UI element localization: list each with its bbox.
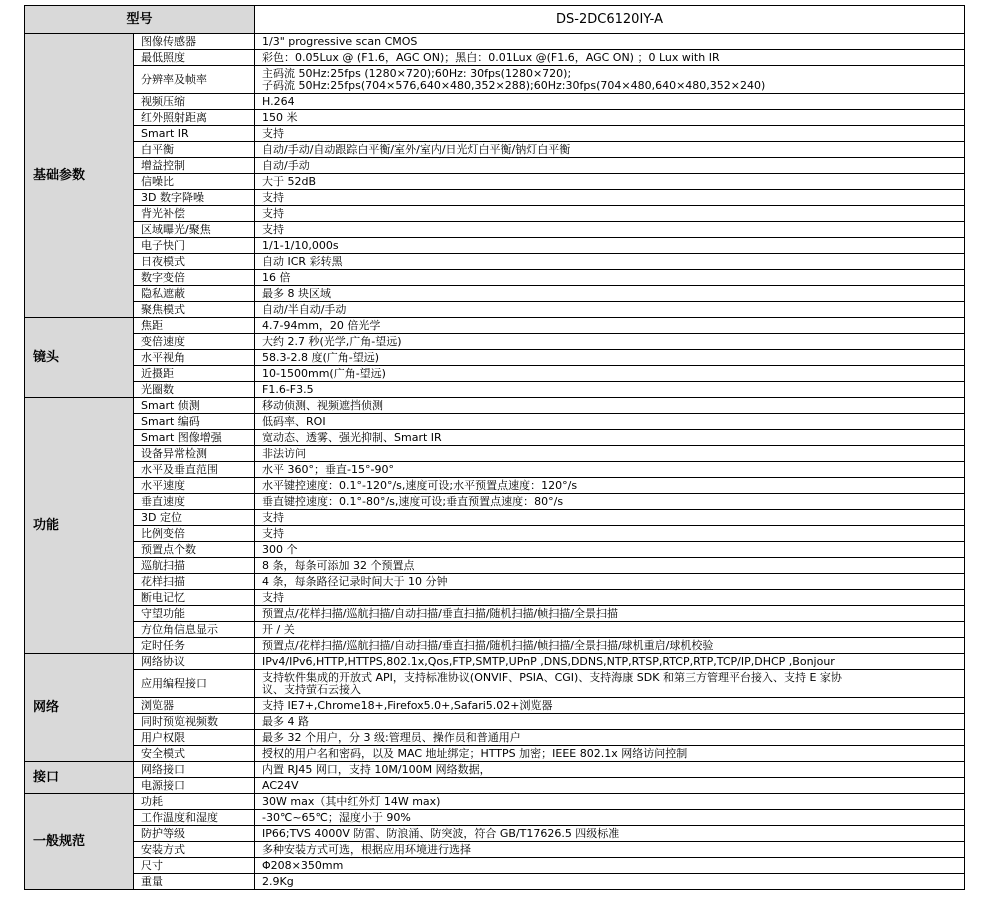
spec-value-line: AC24V xyxy=(262,778,299,792)
spec-label: 定时任务 xyxy=(134,638,255,654)
spec-value-line: 最多 32 个用户，分 3 级:管理员、操作员和普通用户 xyxy=(262,730,521,744)
spec-label: 增益控制 xyxy=(134,158,255,174)
spec-value xyxy=(255,430,965,446)
spec-label: 最低照度 xyxy=(134,50,255,66)
spec-value xyxy=(255,842,965,858)
spec-row xyxy=(25,858,965,874)
spec-label: 防护等级 xyxy=(134,826,255,842)
spec-value xyxy=(255,462,965,478)
spec-row xyxy=(25,638,965,654)
spec-value xyxy=(255,654,965,670)
group-label: 基础参数 xyxy=(25,34,134,318)
spec-label: 垂直速度 xyxy=(134,494,255,510)
spec-row xyxy=(25,66,965,94)
spec-label: 断电记忆 xyxy=(134,590,255,606)
spec-value xyxy=(255,874,965,890)
spec-value-line: 开 / 关 xyxy=(262,622,295,636)
spec-value xyxy=(255,142,965,158)
model-value: DS-2DC6120IY-A xyxy=(255,6,965,34)
spec-row xyxy=(25,222,965,238)
spec-row xyxy=(25,206,965,222)
spec-label: 信噪比 xyxy=(134,174,255,190)
spec-value-line: 4.7-94mm，20 倍光学 xyxy=(262,318,381,332)
spec-value-line: 水平 360°；垂直-15°-90° xyxy=(262,462,394,476)
spec-label: Smart 编码 xyxy=(134,414,255,430)
spec-value-line: 1/3" progressive scan CMOS xyxy=(262,34,418,48)
spec-value xyxy=(255,510,965,526)
spec-value xyxy=(255,414,965,430)
spec-label: 巡航扫描 xyxy=(134,558,255,574)
spec-label: 网络协议 xyxy=(134,654,255,670)
spec-value-line: 300 个 xyxy=(262,542,298,556)
spec-label: 水平及垂直范围 xyxy=(134,462,255,478)
spec-row xyxy=(25,430,965,446)
spec-value xyxy=(255,574,965,590)
spec-row xyxy=(25,746,965,762)
spec-label: 焦距 xyxy=(134,318,255,334)
model-label: 型号 xyxy=(25,6,255,34)
spec-label: 视频压缩 xyxy=(134,94,255,110)
spec-value-line: 子码流 50Hz:25fps(704×576,640×480,352×288);60Hz:30fps(704×480,640×480,352×240) xyxy=(262,78,766,92)
spec-row xyxy=(25,622,965,638)
spec-row xyxy=(25,302,965,318)
spec-label: 电源接口 xyxy=(134,778,255,794)
spec-row xyxy=(25,94,965,110)
spec-label: 3D 数字降噪 xyxy=(134,190,255,206)
spec-label: 用户权限 xyxy=(134,730,255,746)
spec-value xyxy=(255,94,965,110)
spec-value-line: 预置点/花样扫描/巡航扫描/自动扫描/垂直扫描/随机扫描/帧扫描/全景扫描/球机重启/球机校验 xyxy=(262,638,714,652)
group-label: 网络 xyxy=(25,654,134,762)
spec-value-line: 8 条，每条可添加 32 个预置点 xyxy=(262,558,415,572)
spec-row xyxy=(25,382,965,398)
spec-label: 近摄距 xyxy=(134,366,255,382)
spec-value xyxy=(255,350,965,366)
spec-value xyxy=(255,826,965,842)
spec-value xyxy=(255,398,965,414)
spec-label: 聚焦模式 xyxy=(134,302,255,318)
spec-row xyxy=(25,558,965,574)
spec-label: 背光补偿 xyxy=(134,206,255,222)
spec-value xyxy=(255,558,965,574)
spec-value xyxy=(255,222,965,238)
spec-label: 功耗 xyxy=(134,794,255,810)
spec-label: 图像传感器 xyxy=(134,34,255,50)
group-label: 镜头 xyxy=(25,318,134,398)
spec-label: 应用编程接口 xyxy=(134,670,255,698)
spec-value xyxy=(255,714,965,730)
spec-label: 分辨率及帧率 xyxy=(134,66,255,94)
spec-value xyxy=(255,542,965,558)
spec-value xyxy=(255,526,965,542)
spec-row xyxy=(25,494,965,510)
spec-label: 隐私遮蔽 xyxy=(134,286,255,302)
spec-row xyxy=(25,34,965,50)
spec-value-line: 10-1500mm(广角-望远) xyxy=(262,366,386,380)
spec-value-line: 宽动态、透雾、强光抑制、Smart IR xyxy=(262,430,442,444)
spec-value-line: 最多 4 路 xyxy=(262,714,310,728)
spec-value xyxy=(255,206,965,222)
spec-value xyxy=(255,606,965,622)
spec-value-line: 多种安装方式可选，根据应用环境进行选择 xyxy=(262,842,472,856)
spec-table xyxy=(24,5,965,890)
spec-row xyxy=(25,126,965,142)
spec-value-line: 自动/手动/自动跟踪白平衡/室外/室内/日光灯白平衡/钠灯白平衡 xyxy=(262,142,571,156)
spec-label: 区域曝光/聚焦 xyxy=(134,222,255,238)
spec-value xyxy=(255,590,965,606)
spec-label: 光圈数 xyxy=(134,382,255,398)
spec-value xyxy=(255,622,965,638)
spec-row xyxy=(25,50,965,66)
spec-label: 安装方式 xyxy=(134,842,255,858)
spec-value-line: 大约 2.7 秒(光学,广角-望远) xyxy=(262,334,402,348)
spec-value-line: F1.6-F3.5 xyxy=(262,382,314,396)
spec-row xyxy=(25,542,965,558)
spec-value-line: 自动/手动 xyxy=(262,158,310,172)
spec-row xyxy=(25,510,965,526)
spec-value xyxy=(255,270,965,286)
spec-value-line: 4 条，每条路径记录时间大于 10 分钟 xyxy=(262,574,448,588)
spec-value-line: 30W max（其中红外灯 14W max) xyxy=(262,794,441,808)
spec-value-line: 内置 RJ45 网口，支持 10M/100M 网络数据， xyxy=(262,762,491,776)
spec-row xyxy=(25,762,965,778)
spec-label: 工作温度和湿度 xyxy=(134,810,255,826)
spec-value xyxy=(255,366,965,382)
spec-label: 水平视角 xyxy=(134,350,255,366)
spec-value-line: 预置点/花样扫描/巡航扫描/自动扫描/垂直扫描/随机扫描/帧扫描/全景扫描 xyxy=(262,606,618,620)
spec-value-line: 支持 xyxy=(262,222,285,236)
spec-value xyxy=(255,382,965,398)
header-row xyxy=(25,6,965,34)
spec-row xyxy=(25,698,965,714)
spec-value-line: 垂直键控速度：0.1°-80°/s,速度可设;垂直预置点速度：80°/s xyxy=(262,494,564,508)
spec-row xyxy=(25,574,965,590)
spec-row xyxy=(25,238,965,254)
spec-value xyxy=(255,254,965,270)
spec-value xyxy=(255,778,965,794)
spec-value-line: 支持 xyxy=(262,126,285,140)
spec-value-line: 2.9Kg xyxy=(262,874,294,888)
spec-row xyxy=(25,366,965,382)
spec-label: 白平衡 xyxy=(134,142,255,158)
spec-label: 尺寸 xyxy=(134,858,255,874)
spec-value-line: 150 米 xyxy=(262,110,298,124)
spec-value xyxy=(255,334,965,350)
spec-value xyxy=(255,446,965,462)
spec-value-line: 58.3-2.8 度(广角-望远) xyxy=(262,350,380,364)
spec-row xyxy=(25,462,965,478)
spec-label: 浏览器 xyxy=(134,698,255,714)
spec-row xyxy=(25,190,965,206)
spec-value xyxy=(255,302,965,318)
spec-label: 花样扫描 xyxy=(134,574,255,590)
spec-value xyxy=(255,190,965,206)
spec-value-line: 彩色：0.05Lux @ (F1.6，AGC ON)；黑白：0.01Lux @(F1.6，AGC ON) ；0 Lux with IR xyxy=(262,50,720,64)
spec-row xyxy=(25,606,965,622)
spec-row xyxy=(25,318,965,334)
spec-label: 预置点个数 xyxy=(134,542,255,558)
spec-row xyxy=(25,414,965,430)
spec-row xyxy=(25,174,965,190)
spec-value-line: 支持 IE7+,Chrome18+,Firefox5.0+,Safari5.02+浏览器 xyxy=(262,698,553,712)
spec-value-line: 非法访问 xyxy=(262,446,307,460)
spec-label: 红外照射距离 xyxy=(134,110,255,126)
spec-label: 网络接口 xyxy=(134,762,255,778)
spec-row xyxy=(25,158,965,174)
spec-row xyxy=(25,670,965,698)
spec-value xyxy=(255,698,965,714)
spec-value-line: 支持 xyxy=(262,510,285,524)
spec-value-line: 支持 xyxy=(262,206,285,220)
spec-row xyxy=(25,842,965,858)
spec-label: 3D 定位 xyxy=(134,510,255,526)
spec-row xyxy=(25,590,965,606)
spec-value-line: 16 倍 xyxy=(262,270,291,284)
spec-value-line: IP66;TVS 4000V 防雷、防浪涌、防突波，符合 GB/T17626.5 四级标准 xyxy=(262,826,620,840)
spec-label: Smart 图像增强 xyxy=(134,430,255,446)
spec-value xyxy=(255,126,965,142)
spec-value-line: H.264 xyxy=(262,94,295,108)
spec-label: 比例变倍 xyxy=(134,526,255,542)
spec-label: 日夜模式 xyxy=(134,254,255,270)
spec-value-line: 支持软件集成的开放式 API，支持标准协议(ONVIF、PSIA、CGI)、支持海康 SDK 和第三方管理平台接入、支持 E 家协 xyxy=(262,670,842,684)
spec-value-line: Φ208×350mm xyxy=(262,858,344,872)
spec-label: 变倍速度 xyxy=(134,334,255,350)
spec-row xyxy=(25,398,965,414)
spec-row xyxy=(25,526,965,542)
spec-value-line: -30℃~65℃；湿度小于 90% xyxy=(262,810,411,824)
spec-label: 水平速度 xyxy=(134,478,255,494)
spec-value-line: 支持 xyxy=(262,590,285,604)
spec-row xyxy=(25,110,965,126)
spec-value-line: 议、支持萤石云接入 xyxy=(262,682,362,696)
group-label: 接口 xyxy=(25,762,134,794)
spec-value-line: IPv4/IPv6,HTTP,HTTPS,802.1x,Qos,FTP,SMTP,UPnP ,DNS,DDNS,NTP,RTSP,RTCP,RTP,TCP/IP,DHCP ,Bonjour xyxy=(262,654,835,668)
spec-row xyxy=(25,794,965,810)
spec-row xyxy=(25,810,965,826)
spec-row xyxy=(25,778,965,794)
spec-label: 电子快门 xyxy=(134,238,255,254)
spec-value xyxy=(255,318,965,334)
spec-value-line: 1/1-1/10,000s xyxy=(262,238,339,252)
spec-row xyxy=(25,142,965,158)
spec-value-line: 授权的用户名和密码，以及 MAC 地址绑定；HTTPS 加密；IEEE 802.1x 网络访问控制 xyxy=(262,746,688,760)
spec-value-line: 自动/半自动/手动 xyxy=(262,302,347,316)
spec-value-line: 自动 ICR 彩转黑 xyxy=(262,254,343,268)
spec-row xyxy=(25,286,965,302)
spec-row xyxy=(25,874,965,890)
spec-row xyxy=(25,714,965,730)
spec-value xyxy=(255,670,965,698)
spec-label: 方位角信息显示 xyxy=(134,622,255,638)
spec-value-line: 大于 52dB xyxy=(262,174,317,188)
spec-value-line: 支持 xyxy=(262,526,285,540)
spec-value xyxy=(255,746,965,762)
spec-value xyxy=(255,494,965,510)
spec-value-line: 水平键控速度：0.1°-120°/s,速度可设;水平预置点速度：120°/s xyxy=(262,478,578,492)
spec-value xyxy=(255,638,965,654)
spec-row xyxy=(25,730,965,746)
spec-value xyxy=(255,858,965,874)
spec-row xyxy=(25,478,965,494)
spec-value xyxy=(255,730,965,746)
spec-value xyxy=(255,478,965,494)
spec-value xyxy=(255,110,965,126)
spec-row xyxy=(25,446,965,462)
spec-label: 重量 xyxy=(134,874,255,890)
spec-label: 设备异常检测 xyxy=(134,446,255,462)
spec-value xyxy=(255,794,965,810)
spec-value xyxy=(255,174,965,190)
spec-value xyxy=(255,286,965,302)
spec-label: 安全模式 xyxy=(134,746,255,762)
spec-label: 守望功能 xyxy=(134,606,255,622)
spec-value xyxy=(255,50,965,66)
spec-value xyxy=(255,238,965,254)
spec-row xyxy=(25,350,965,366)
group-label: 一般规范 xyxy=(25,794,134,890)
spec-value-line: 支持 xyxy=(262,190,285,204)
spec-value xyxy=(255,66,965,94)
spec-label: 数字变倍 xyxy=(134,270,255,286)
spec-row xyxy=(25,270,965,286)
spec-label: 同时预览视频数 xyxy=(134,714,255,730)
spec-value-line: 最多 8 块区域 xyxy=(262,286,332,300)
spec-value-line: 低码率、ROI xyxy=(262,414,326,428)
spec-value xyxy=(255,810,965,826)
spec-value xyxy=(255,762,965,778)
spec-value-line: 主码流 50Hz:25fps (1280×720);60Hz: 30fps(1280×720); xyxy=(262,66,572,80)
spec-value-line: 移动侦测、视频遮挡侦测 xyxy=(262,398,384,412)
spec-row xyxy=(25,254,965,270)
spec-row xyxy=(25,334,965,350)
spec-value xyxy=(255,158,965,174)
group-label: 功能 xyxy=(25,398,134,654)
spec-value xyxy=(255,34,965,50)
spec-label: Smart 侦测 xyxy=(134,398,255,414)
spec-row xyxy=(25,826,965,842)
spec-label: Smart IR xyxy=(134,126,255,142)
spec-row xyxy=(25,654,965,670)
